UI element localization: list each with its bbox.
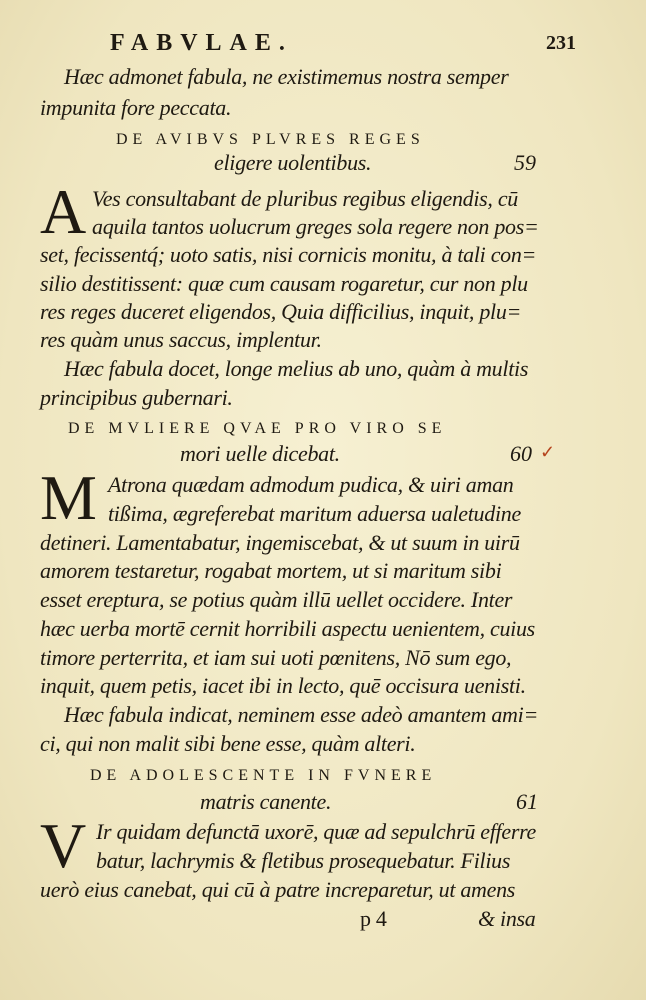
drop-cap-initial: V [40, 810, 87, 881]
text-line: Ir quidam defunctā uxorē, quæ ad sepulchrū efferre [96, 819, 536, 844]
fable-number: 60 [510, 441, 532, 466]
text-line: amorem testaretur, rogabat mortem, ut si maritum sibi [40, 558, 502, 583]
fable-number: 61 [516, 789, 538, 814]
margin-annotation-mark: ✓ [540, 442, 556, 463]
text-line: tißima, ægreferebat maritum aduersa ualetudine [108, 501, 521, 526]
folio-number: 231 [546, 32, 576, 54]
fable-heading-italic: matris canente. [200, 789, 332, 814]
drop-cap-initial: M [40, 462, 97, 533]
text-line: detineri. Lamentabatur, ingemiscebat, & ut suum in uirū [40, 530, 520, 555]
fable-heading-italic: eligere uolentibus. [214, 150, 372, 175]
signature-mark: p 4 [360, 906, 387, 931]
running-head-text: FABVLAE. [110, 30, 293, 56]
text-line: silio destitissent: quæ cum causam rogaretur, cur non plu [40, 271, 528, 296]
text-line: Ves consultabant de pluribus regibus eligendis, cū [92, 186, 518, 211]
text-line: aquila tantos uolucrum greges sola regere non pos= [92, 214, 539, 239]
fable-heading-caps: DE MVLIERE QVAE PRO VIRO SE [68, 420, 447, 437]
text-line: Hæc fabula docet, longe melius ab uno, quàm à multis [64, 356, 529, 381]
text-line: res quàm unus saccus, implentur. [40, 327, 322, 352]
text-line: principibus gubernari. [40, 385, 233, 410]
text-line: set, fecissentq́; uoto satis, nisi cornicis monitu, à tali con= [40, 242, 537, 267]
text-line: ci, qui non malit sibi bene esse, quàm alteri. [40, 731, 416, 756]
text-line: inquit, quem petis, iacet ibi in lecto, quē occisura uenisti. [40, 673, 526, 698]
text-line: uerò eius canebat, qui cū à patre increparetur, ut amens [40, 877, 516, 902]
text-line: timore perterrita, et iam sui uoti pœnitens, Nō sum ego, [40, 645, 512, 670]
text-line: impunita fore peccata. [40, 95, 232, 120]
catchword: & insa [478, 906, 536, 931]
text-line: esset ereptura, se potius quàm illū uellet occidere. Inter [40, 587, 513, 612]
text-line: Hæc fabula indicat, neminem esse adeò amantem ami= [64, 702, 538, 727]
fable-heading-caps: DE ADOLESCENTE IN FVNERE [90, 767, 437, 784]
text-line: batur, lachrymis & fletibus prosequebatur. Filius [96, 848, 511, 873]
text-line: res reges duceret eligendos, Quia difficilius, inquit, plu= [40, 299, 522, 324]
fable-heading-caps: DE AVIBVS PLVRES REGES [116, 131, 425, 148]
fable-heading-italic: mori uelle dicebat. [180, 441, 340, 466]
text-line: Atrona quædam admodum pudica, & uiri aman [108, 472, 514, 497]
text-line: hæc uerba mortē cernit horribili aspectu uenientem, cuius [40, 616, 535, 641]
text-line: Hæc admonet fabula, ne existimemus nostra semper [64, 64, 509, 89]
running-head [110, 30, 293, 57]
fable-number: 59 [514, 150, 536, 175]
drop-cap-initial: A [40, 176, 87, 247]
